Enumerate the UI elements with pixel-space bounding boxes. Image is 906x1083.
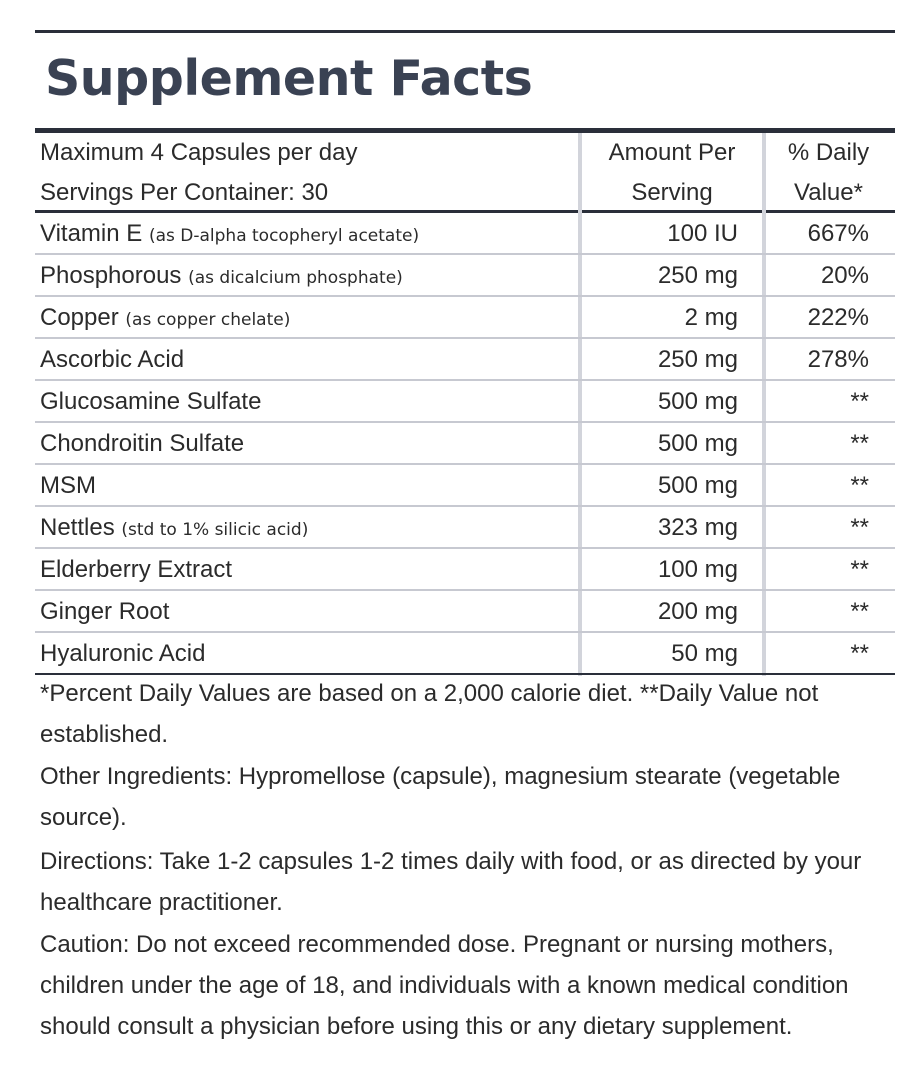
- ingredient-note: (as D-alpha tocopheryl acetate): [148, 226, 420, 246]
- table-row: [35, 297, 895, 339]
- table-row: [35, 591, 895, 633]
- table-row: [35, 465, 895, 507]
- directions: Directions: Take 1-2 capsules 1-2 times daily with food, or as directed by your healthcare practitioner.: [40, 848, 862, 916]
- ingredient-daily-value: 278%: [807, 346, 869, 373]
- ingredient-name: Elderberry Extract: [40, 556, 233, 583]
- ingredient-daily-value: **: [850, 430, 869, 457]
- panel-title: Supplement Facts: [45, 50, 533, 107]
- ingredient-amount: 250 mg: [657, 262, 738, 289]
- dv-header-line2: Value*: [794, 179, 863, 206]
- serving-size: Maximum 4 Capsules per day: [40, 139, 358, 166]
- ingredient-name: Ginger Root: [40, 598, 170, 625]
- ingredient-name: MSM: [40, 472, 96, 499]
- ingredient-note: (as dicalcium phosphate): [188, 268, 403, 288]
- supplement-facts-panel: [35, 0, 895, 1083]
- amount-header-line1: Amount Per: [608, 139, 736, 166]
- table-row: [35, 507, 895, 549]
- ingredient-daily-value: 20%: [820, 262, 869, 289]
- ingredient-daily-value: 667%: [807, 220, 869, 247]
- ingredient-name: Nettles (std to 1% silicic acid): [40, 514, 309, 541]
- ingredient-daily-value: **: [850, 388, 869, 415]
- ingredient-daily-value: **: [850, 598, 869, 625]
- caution: Caution: Do not exceed recommended dose. Pregnant or nursing mothers, children under the age of 18, and individuals with a known medical condition should consult a physician before using this or any dietary supplement.: [40, 931, 849, 1040]
- ingredient-name: Hyaluronic Acid: [40, 640, 206, 667]
- top-rule: [35, 30, 895, 33]
- ingredient-amount: 2 mg: [684, 304, 738, 331]
- ingredient-name: Ascorbic Acid: [40, 346, 185, 373]
- ingredient-daily-value: **: [850, 514, 869, 541]
- dv-header-line1: % Daily: [787, 139, 870, 166]
- table-row: [35, 423, 895, 465]
- ingredient-name: Vitamin E (as D-alpha tocopheryl acetate): [40, 220, 420, 247]
- ingredient-name: Chondroitin Sulfate: [40, 430, 245, 457]
- serving-info: [40, 133, 357, 213]
- table-row: [35, 381, 895, 423]
- panel-notes: [40, 673, 890, 1048]
- ingredient-daily-value: **: [850, 556, 869, 583]
- daily-value-footnote: *Percent Daily Values are based on a 2,000 calorie diet. **Daily Value not established.: [40, 680, 819, 748]
- ingredient-amount: 323 mg: [657, 514, 738, 541]
- ingredient-amount: 250 mg: [657, 346, 738, 373]
- ingredient-name: Phosphorous (as dicalcium phosphate): [40, 262, 403, 289]
- amount-header-line2: Serving: [631, 179, 713, 206]
- ingredient-table: [35, 213, 895, 675]
- table-row: [35, 213, 895, 255]
- ingredient-amount: 500 mg: [657, 472, 738, 499]
- ingredient-amount: 500 mg: [657, 388, 738, 415]
- ingredient-note: (std to 1% silicic acid): [121, 520, 309, 540]
- ingredient-daily-value: **: [850, 472, 869, 499]
- ingredient-amount: 50 mg: [671, 640, 738, 667]
- ingredient-name: Glucosamine Sulfate: [40, 388, 262, 415]
- ingredient-daily-value: 222%: [807, 304, 869, 331]
- ingredient-note: (as copper chelate): [125, 310, 291, 330]
- ingredient-daily-value: **: [850, 640, 869, 667]
- table-row: [35, 633, 895, 675]
- table-row: [35, 255, 895, 297]
- ingredient-amount: 100 mg: [657, 556, 738, 583]
- other-ingredients: Other Ingredients: Hypromellose (capsule), magnesium stearate (vegetable source).: [40, 763, 841, 831]
- ingredient-name: Copper (as copper chelate): [40, 304, 291, 331]
- ingredient-amount: 500 mg: [657, 430, 738, 457]
- ingredient-amount: 200 mg: [657, 598, 738, 625]
- servings-per-container: Servings Per Container: 30: [40, 179, 329, 206]
- table-row: [35, 549, 895, 591]
- table-row: [35, 339, 895, 381]
- daily-value-header: [766, 133, 891, 213]
- amount-per-serving-header: [582, 133, 762, 213]
- ingredient-amount: 100 IU: [667, 220, 738, 247]
